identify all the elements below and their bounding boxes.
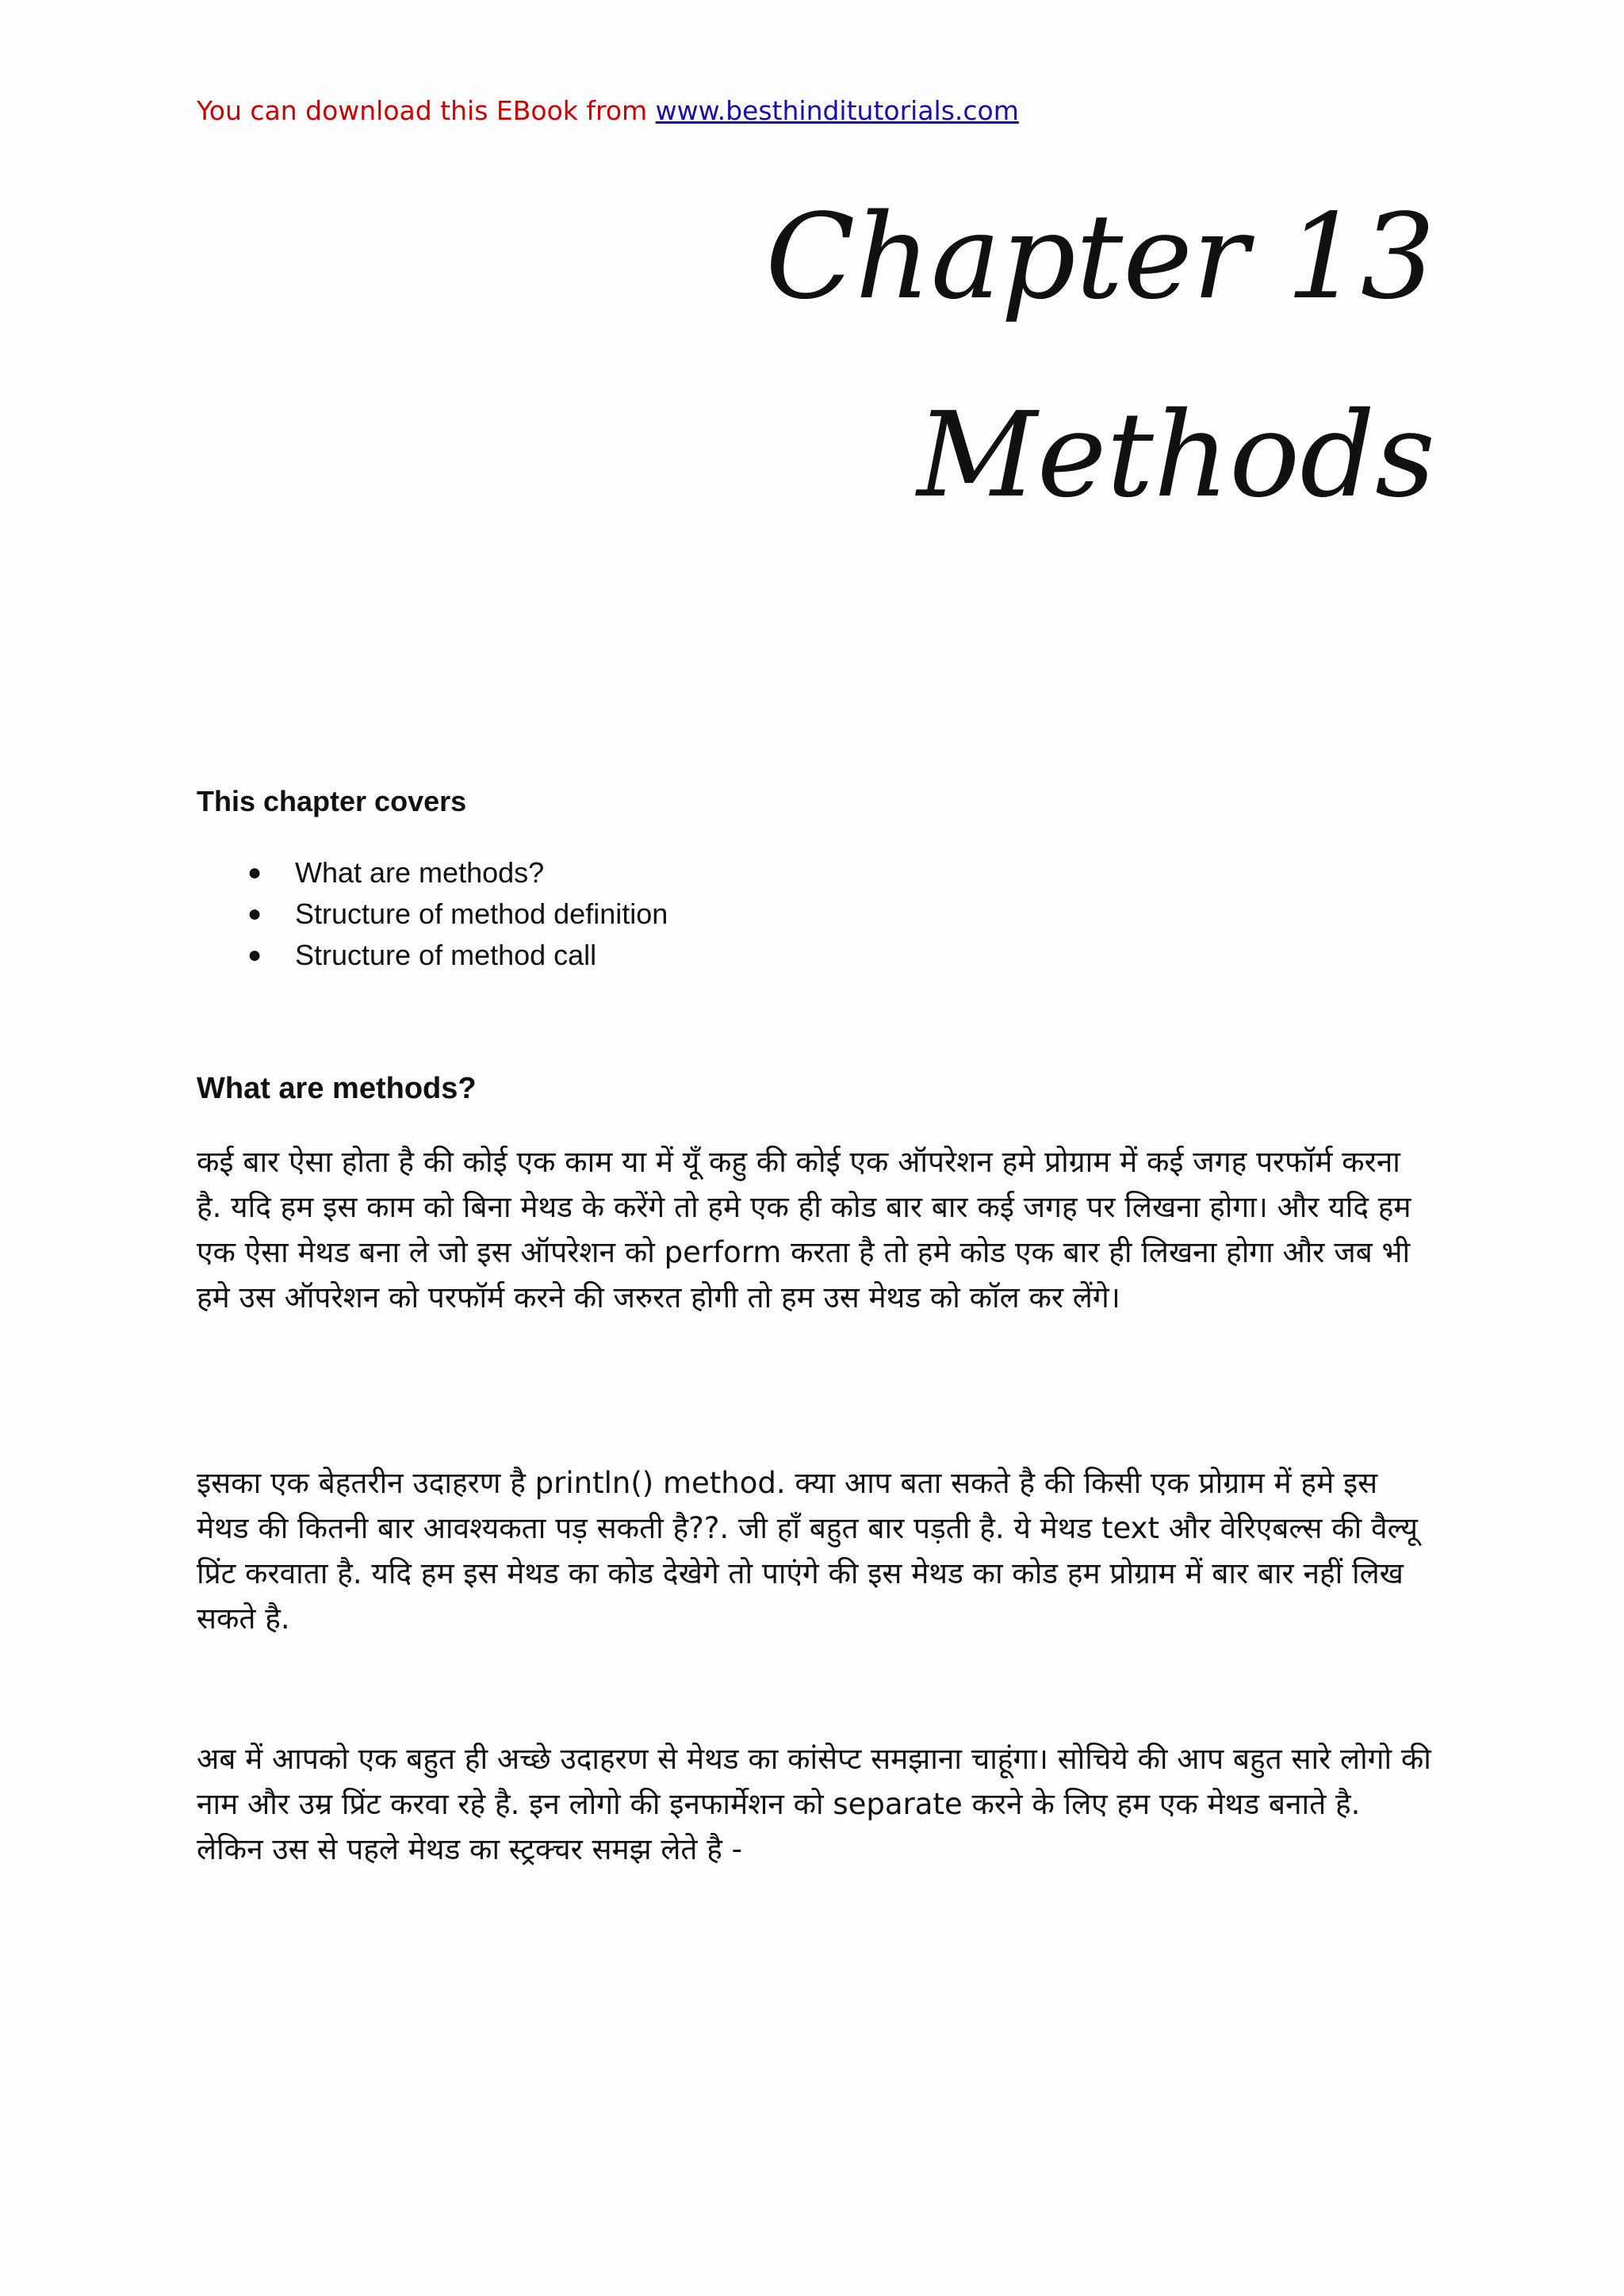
list-item-label: Structure of method call (295, 939, 597, 971)
list-item-label: Structure of method definition (295, 897, 668, 930)
bullet-icon: ● (247, 942, 262, 968)
bullet-icon: ● (247, 901, 262, 927)
bullet-icon: ● (247, 859, 262, 886)
list-item-label: What are methods? (295, 856, 545, 889)
section-heading: What are methods? (197, 1072, 477, 1105)
website-link[interactable]: www.besthinditutorials.com (655, 95, 1019, 126)
download-notice (197, 95, 1019, 126)
chapter-covers-heading: This chapter covers (197, 785, 467, 817)
chapter-covers-list (197, 852, 668, 976)
body-paragraph: अब में आपको एक बहुत ही अच्छे उदाहरण से मेथड का कांसेप्ट समझाना चाहूंगा। सोचिये की आप बहुत सारे लोगो की नाम और उम्र प्रिंट करवा रहे है. इन लोगो की इनफार्मेशन को separate करने के लिए हम एक मेथड बनाते है. लेकिन उस से पहले मेथड का स्ट्रक्चर समझ लेते है - (197, 1742, 1431, 1866)
list-item (197, 894, 668, 935)
list-item (197, 935, 668, 976)
chapter-number: Chapter 13 (765, 189, 1435, 325)
chapter-title: Methods (917, 387, 1435, 523)
list-item (197, 852, 668, 894)
body-paragraph: कई बार ऐसा होता है की कोई एक काम या में यूँ कहु की कोई एक ऑपरेशन हमे प्रोग्राम में कई जगह परफॉर्म करना है. यदि हम इस काम को बिना मेथड के करेंगे तो हमे एक ही कोड बार बार कई जगह पर लिखना होगा। और यदि हम एक ऐसा मेथड बना ले जो इस ऑपरेशन को perform करता है तो हमे कोड एक बार ही लिखना होगा और जब भी हमे उस ऑपरेशन को परफॉर्म करने की जरुरत होगी तो हम उस मेथड को कॉल कर लेंगे। (197, 1145, 1411, 1314)
download-notice-text: You can download this EBook from (197, 95, 656, 126)
body-paragraph: इसका एक बेहतरीन उदाहरण है println() method. क्या आप बता सकते है की किसी एक प्रोग्राम में हमे इस मेथड की कितनी बार आवश्यकता पड़ सकती है??. जी हाँ बहुत बार पड़ती है. ये मेथड text और वेरिएबल्स की वैल्यू प्रिंट करवाता है. यदि हम इस मेथड का कोड देखेगे तो पाएंगे की इस मेथड का कोड हम प्रोग्राम में बार बार नहीं लिख सकते है. (197, 1466, 1418, 1636)
